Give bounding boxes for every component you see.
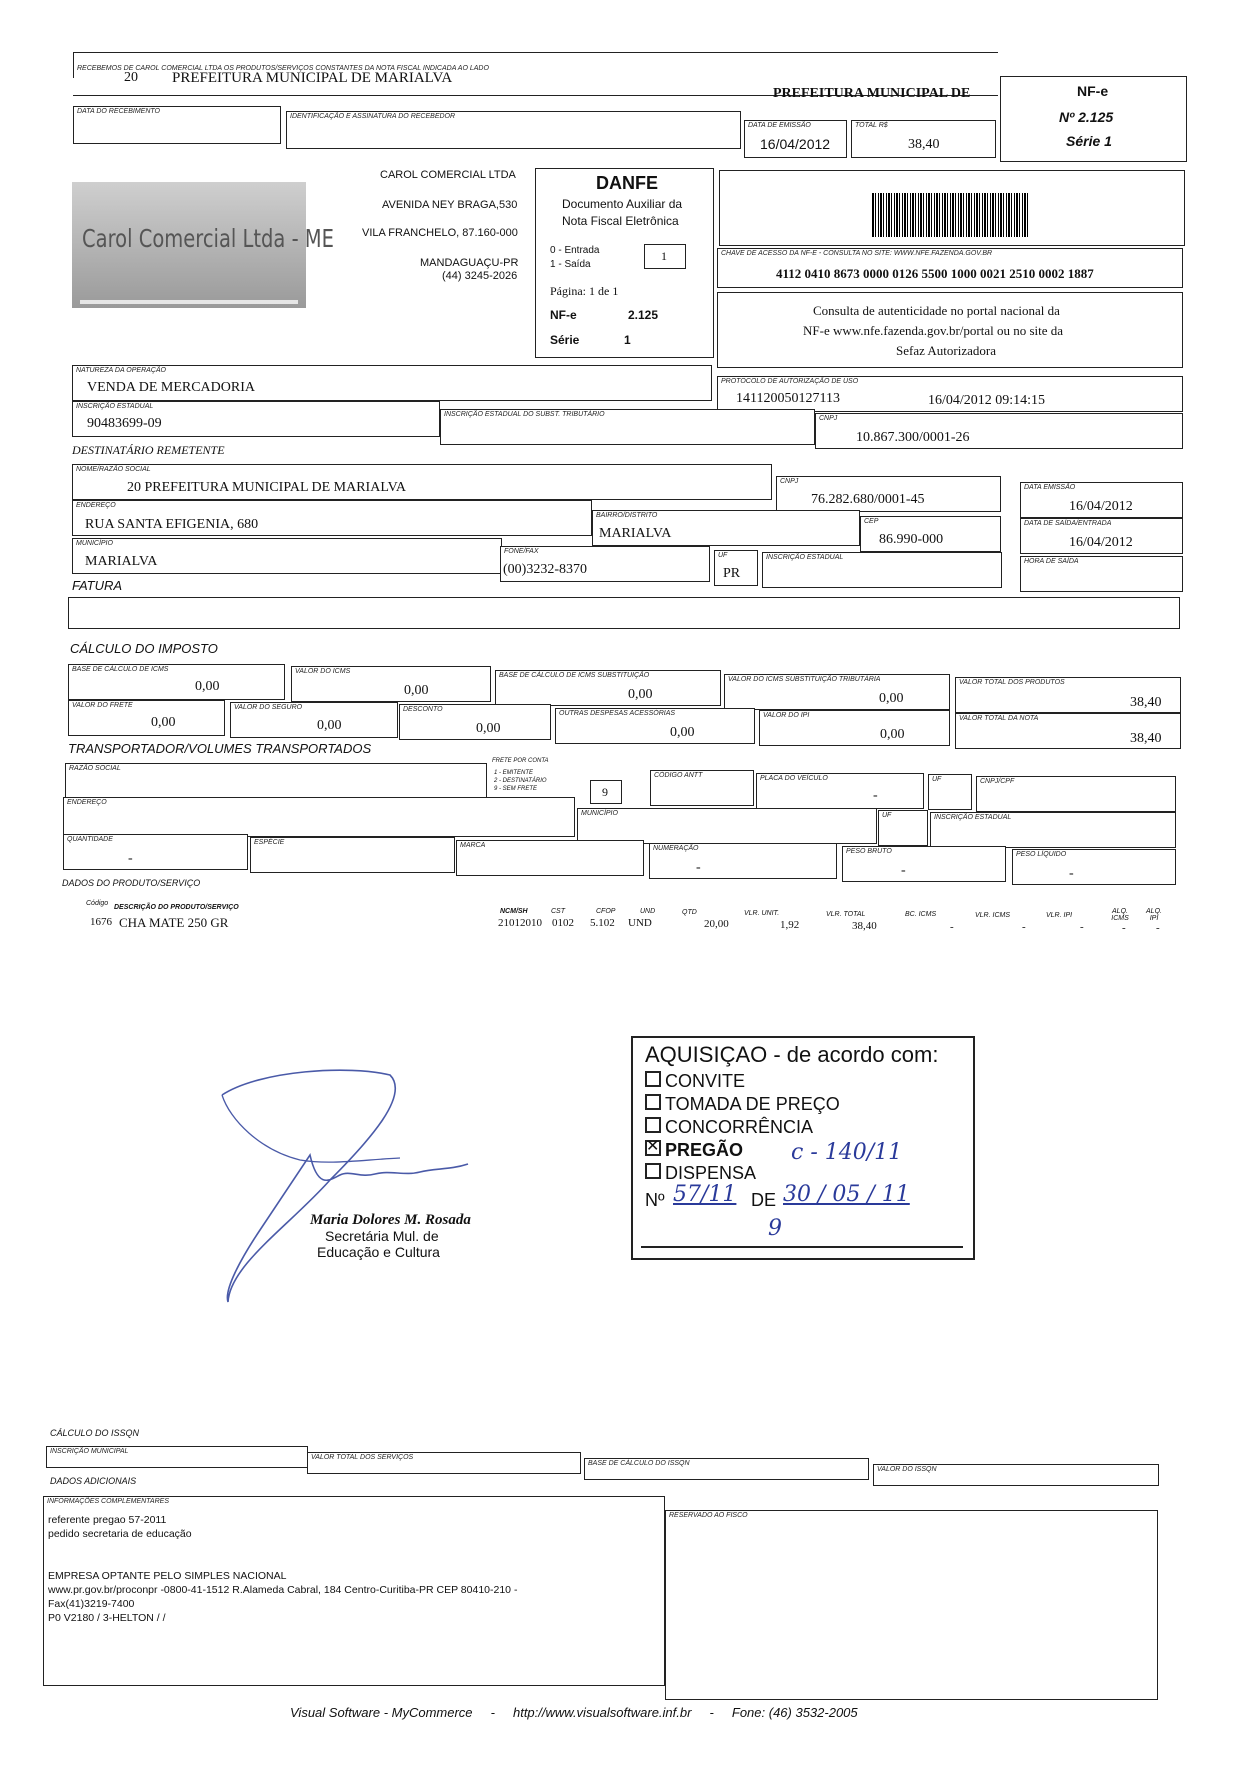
danfe-tipo: 1 <box>644 244 686 269</box>
dest-cep-box: CEP 86.990-000 <box>860 516 1001 552</box>
stamp-num-label: Nº <box>645 1190 665 1210</box>
canhoto-date[interactable]: DATA DO RECEBIMENTO <box>73 106 281 144</box>
dest-uf-box: UF PR <box>714 550 758 586</box>
canhoto-total: TOTAL R$ 38,40 <box>851 120 996 158</box>
produtos-section: DADOS DO PRODUTO/SERVIÇO <box>62 878 201 888</box>
ie-box: INSCRIÇÃO ESTADUAL 90483699-09 <box>72 401 440 437</box>
danfe-box: DANFE Documento Auxiliar da Nota Fiscal Eletrônica 0 - Entrada 1 - Saída 1 Página: 1 de 1 NF-e 2.125 Série 1 <box>535 168 714 358</box>
stamp-extra: 9 <box>768 1216 782 1241</box>
issqn-bc-box: BASE DE CÁLCULO DO ISSQN <box>584 1458 869 1480</box>
dest-nome-box: NOME/RAZÃO SOCIAL 20 PREFEITURA MUNICIPAL DE MARIALVA <box>72 464 772 500</box>
transp-frete-conta: FRETE POR CONTA 1 - EMITENTE 2 - DESTINATÁRIO 9 - SEM FRETE 9 <box>492 758 642 804</box>
v-prod-box: VALOR TOTAL DOS PRODUTOS 38,40 <box>955 677 1181 713</box>
canhoto-issuer: PREFEITURA MUNICIPAL DE <box>773 86 971 101</box>
barcode-box <box>719 170 1185 246</box>
logo-text: Carol Comercial Ltda - ME <box>82 224 334 253</box>
stamp-opt-pregao: ✕ PREGÃO <box>646 1138 744 1160</box>
stamp-opt-concorrencia: CONCORRÊNCIA <box>645 1116 840 1139</box>
stamp-opt-dispensa: DISPENSA <box>645 1162 840 1185</box>
info-lines: referente pregao 57-2011 pedido secretaria de educação EMPRESA OPTANTE PELO SIMPLES NACIONAL www.pr.gov.br/proconpr -0800-41-1512 R.Alameda Cabral, 184 Centro-Curitiba-PR CEP 80410-210 - Fax(41)3219-7400 P0 V2180 / 3-HELTON / / <box>48 1514 518 1624</box>
signature-role2: Educação e Cultura <box>317 1244 440 1260</box>
canhoto-emission: DATA DE EMISSÃO 16/04/2012 <box>744 120 847 158</box>
emitter-district: VILA FRANCHELO, 87.160-000 <box>362 227 518 239</box>
produtos-header: Código DESCRIÇÃO DO PRODUTO/SERVIÇO NCM/SH CST CFOP UND QTD VLR. UNIT. VLR. TOTAL BC. ICMS VLR. ICMS VLR. IPI ALQ. ICMS ALQ. IPI <box>86 900 1162 922</box>
canhoto-signature[interactable]: IDENTIFICAÇÃO E ASSINATURA DO RECEBEDOR <box>286 111 741 149</box>
issqn-im-box: INSCRIÇÃO MUNICIPAL <box>46 1446 308 1468</box>
dest-emissao-box: DATA EMISSÃO 16/04/2012 <box>1020 482 1183 518</box>
ipi-box: VALOR DO IPI 0,00 <box>759 710 950 746</box>
stamp-de-label: DE <box>751 1190 777 1210</box>
emit-cnpj-box: CNPJ 10.867.300/0001-26 <box>815 413 1183 449</box>
transp-placa-box: PLACA DO VEÍCULO - <box>756 773 924 809</box>
frete-box: VALOR DO FRETE 0,00 <box>68 700 225 736</box>
v-nota-box: VALOR TOTAL DA NOTA 38,40 <box>955 713 1181 749</box>
transporte-section: TRANSPORTADOR/VOLUMES TRANSPORTADOS <box>68 741 372 756</box>
chave-value: 4112 0410 8673 0000 0126 5500 1000 0021 2510 0002 1887 <box>776 266 1094 281</box>
canhoto-nfe-box: NF-e Nº 2.125 Série 1 <box>1000 76 1187 162</box>
fatura-box <box>68 597 1180 629</box>
transp-ie-box: INSCRIÇÃO ESTADUAL <box>930 812 1176 848</box>
info-complementares-box: INFORMAÇÕES COMPLEMENTARES referente pregao 57-2011 pedido secretaria de educação EMPRESA OPTANTE PELO SIMPLES NACIONAL www.pr.gov.br/proconpr -0800-41-1512 R.Alameda Cabral, 184 Centro-Curitiba-PR CEP 80410-210 - Fax(41)3219-7400 P0 V2180 / 3-HELTON / / <box>43 1496 665 1686</box>
consulta-box: Consulta de autenticidade no portal nacional da NF-e www.nfe.fazenda.gov.br/portal ou no site da Sefaz Autorizadora <box>717 292 1183 368</box>
fatura-section: FATURA <box>72 578 123 593</box>
natureza-box: NATUREZA DA OPERAÇÃO VENDA DE MERCADORIA <box>72 365 712 401</box>
dest-endereco-box: ENDEREÇO RUA SANTA EFIGENIA, 680 <box>72 500 592 536</box>
transp-qtd-box: QUANTIDADE - <box>63 834 248 870</box>
barcode <box>872 193 1028 237</box>
transp-razao-box: RAZÃO SOCIAL <box>65 763 487 803</box>
stamp-title: AQUISIÇAO - de acordo com: <box>645 1042 939 1067</box>
canhoto-client-code: 20 <box>124 70 138 85</box>
issqn-section: CÁLCULO DO ISSQN <box>50 1428 140 1438</box>
dest-hora-box: HORA DE SAÍDA <box>1020 556 1183 592</box>
emitter-name: CAROL COMERCIAL LTDA <box>380 169 516 181</box>
acquisition-stamp <box>631 1036 975 1260</box>
stamp-opt-convite: CONVITE <box>645 1070 840 1093</box>
transp-municipio-box: MUNICÍPIO <box>577 808 877 844</box>
ie-st-box: INSCRIÇÃO ESTADUAL DO SUBST. TRIBUTÁRIO <box>440 409 815 445</box>
protocolo-box: PROTOCOLO DE AUTORIZAÇÃO DE USO 141120050127113 16/04/2012 09:14:15 <box>717 376 1183 412</box>
issqn-v-box: VALOR DO ISSQN <box>873 1464 1159 1486</box>
chave-box: CHAVE DE ACESSO DA NF-E - CONSULTA NO SITE: WWW.NFE.FAZENDA.GOV.BR 4112 0410 8673 0000 0126 5500 1000 0021 2510 0002 1887 <box>717 248 1183 288</box>
seguro-box: VALOR DO SEGURO 0,00 <box>230 702 398 738</box>
canhoto-text: RECEBEMOS DE CAROL COMERCIAL LTDA OS PRODUTOS/SERVIÇOS CONSTANTES DA NOTA FISCAL INDICADA AO LADO <box>77 65 489 72</box>
signature-scribble <box>200 1060 510 1310</box>
emitter-logo <box>72 182 334 308</box>
destinatario-section: DESTINATÁRIO REMETENTE <box>72 443 225 457</box>
signature-role1: Secretária Mul. de <box>325 1228 439 1244</box>
reservado-fisco-box: RESERVADO AO FISCO <box>665 1510 1158 1700</box>
stamp-num-value: 57/11 <box>673 1182 737 1207</box>
transp-cnpj-box: CNPJ/CPF <box>976 776 1176 812</box>
dest-bairro-box: BAIRRO/DISTRITO MARIALVA <box>592 510 860 546</box>
emitter-address: AVENIDA NEY BRAGA,530 <box>382 199 518 211</box>
dest-ie-box: INSCRIÇÃO ESTADUAL <box>762 552 1002 588</box>
transp-uf2-box: UF <box>878 810 928 846</box>
bc-icms-box: BASE DE CÁLCULO DE ICMS 0,00 <box>68 664 285 700</box>
dest-municipio-box: MUNICÍPIO MARIALVA <box>72 538 502 574</box>
dest-fone-box: FONE/FAX (00)3232-8370 <box>500 546 710 582</box>
signature-name: Maria Dolores M. Rosada <box>310 1212 471 1228</box>
issqn-vserv-box: VALOR TOTAL DOS SERVIÇOS <box>307 1452 581 1474</box>
bc-st-box: BASE DE CÁLCULO DE ICMS SUBSTITUIÇÃO 0,00 <box>495 670 721 706</box>
transp-numeracao-box: NUMERAÇÃO - <box>649 843 837 879</box>
dest-cnpj-box: CNPJ 76.282.680/0001-45 <box>776 476 1001 512</box>
canhoto-client-name: PREFEITURA MUNICIPAL DE MARIALVA <box>172 70 453 86</box>
transp-especie-box: ESPÉCIE <box>250 837 455 873</box>
transp-frete-value: 9 <box>590 780 622 804</box>
v-icms-box: VALOR DO ICMS 0,00 <box>291 666 491 702</box>
transp-antt-box: CÓDIGO ANTT <box>650 770 754 806</box>
danfe-title: DANFE <box>596 173 658 193</box>
transp-bruto-box: PESO BRUTO - <box>842 846 1006 882</box>
transp-marca-box: MARCA <box>456 840 644 876</box>
transp-uf-box: UF <box>928 774 972 810</box>
v-st-box: VALOR DO ICMS SUBSTITUIÇÃO TRIBUTÁRIA 0,00 <box>724 674 950 710</box>
desconto-box: DESCONTO 0,00 <box>399 704 551 740</box>
footer-text: Visual Software - MyCommerce - http://www.visualsoftware.inf.br - Fone: (46) 3532-2005 <box>290 1705 858 1720</box>
transp-endereco-box: ENDEREÇO <box>63 797 575 837</box>
stamp-opt-tomada: TOMADA DE PREÇO <box>645 1093 840 1116</box>
transp-liquido-box: PESO LÍQUIDO - <box>1012 849 1176 885</box>
emitter-phone: (44) 3245-2026 <box>442 270 518 282</box>
adicionais-section: DADOS ADICIONAIS <box>50 1476 137 1486</box>
emitter-city: MANDAGUAÇU-PR <box>420 257 519 269</box>
imposto-section: CÁLCULO DO IMPOSTO <box>70 641 218 656</box>
dest-saida-box: DATA DE SAÍDA/ENTRADA 16/04/2012 <box>1020 518 1183 554</box>
table-row: 1676 CHA MATE 250 GR 21012010 0102 5.102 UND 20,00 1,92 38,40 - - - - - <box>90 915 1160 934</box>
stamp-date-value: 30 / 05 / 11 <box>783 1182 910 1207</box>
outras-box: OUTRAS DESPESAS ACESSÓRIAS 0,00 <box>555 708 755 744</box>
stamp-handwritten-pregao: c - 140/11 <box>791 1140 903 1165</box>
